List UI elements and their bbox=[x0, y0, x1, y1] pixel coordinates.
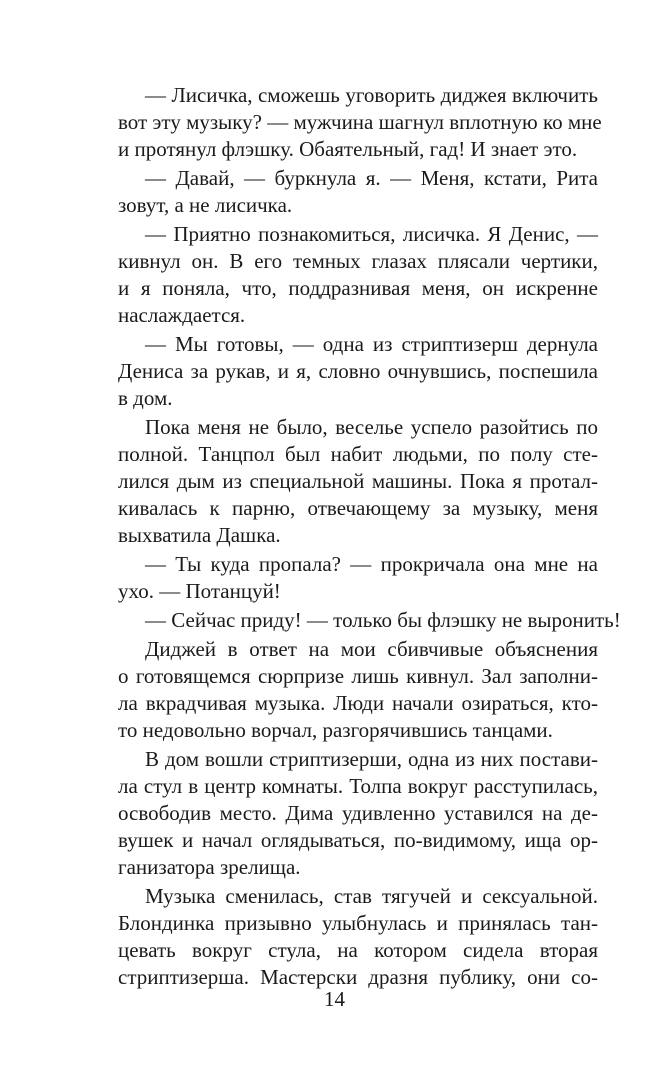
text-line: зовут, а не лисичка. bbox=[118, 193, 293, 217]
page-number: 14 bbox=[324, 987, 345, 1011]
text-line: — Давай, — буркнула я. — Меня, кстати, Рита bbox=[145, 166, 598, 190]
text-line: — Лисичка, сможешь уговорить диджея включить bbox=[145, 83, 598, 107]
text-line: в дом. bbox=[118, 386, 173, 410]
text-line: ганизатора зрелища. bbox=[118, 855, 301, 879]
text-line: Диджей в ответ на мои сбивчивые объяснения bbox=[145, 637, 598, 661]
text-line: — Ты куда пропала? — прокричала она мне на bbox=[145, 552, 598, 576]
text-line: ухо. — Потанцуй! bbox=[118, 579, 281, 603]
text-line: Пока меня не было, веселье успело разойтись по bbox=[145, 415, 598, 439]
text-line: Блондинка призывно улыбнулась и принялась тан- bbox=[118, 911, 598, 935]
text-line: ла стул в центр комнаты. Толпа вокруг расступилась, bbox=[118, 774, 598, 798]
text-line: и протянул флэшку. Обаятельный, гад! И знает это. bbox=[118, 137, 578, 161]
text-line: о готовящемся сюрпризе лишь кивнул. Зал заполни- bbox=[118, 664, 598, 688]
text-line: выхватила Дашка. bbox=[118, 523, 281, 547]
text-line: Дениса за рукав, и я, словно очнувшись, поспешила bbox=[118, 359, 598, 383]
text-line: кивнул он. В его темных глазах плясали чертики, bbox=[118, 249, 598, 273]
text-line: В дом вошли стриптизерши, одна из них постави- bbox=[145, 747, 598, 771]
text-line: стриптизерша. Мастерски дразня публику, они со- bbox=[118, 965, 598, 989]
text-line: — Мы готовы, — одна из стриптизерш дернула bbox=[145, 332, 598, 356]
text-line: кивалась к парню, отвечающему за музыку, меня bbox=[118, 496, 598, 520]
text-line: наслаждается. bbox=[118, 303, 246, 327]
text-line: — Приятно познакомиться, лисичка. Я Денис, — bbox=[145, 222, 598, 246]
text-line: и я поняла, что, поддразнивая меня, он искренне bbox=[118, 276, 598, 300]
text-line: цевать вокруг стула, на котором сидела вторая bbox=[118, 938, 598, 962]
text-line: — Сейчас приду! — только бы флэшку не выронить! bbox=[145, 608, 621, 632]
text-line: Музыка сменилась, став тягучей и сексуальной. bbox=[145, 884, 598, 908]
text-line: освободив место. Дима удивленно уставился на де- bbox=[118, 801, 598, 825]
text-line: ла вкрадчивая музыка. Люди начали озираться, кто- bbox=[118, 691, 598, 715]
text-line: полной. Танцпол был набит людьми, по полу сте- bbox=[118, 442, 598, 466]
text-line: вушек и начал оглядываться, по-видимому, ища ор- bbox=[118, 828, 598, 852]
text-line: то недовольно ворчал, разгорячившись танцами. bbox=[118, 718, 553, 742]
text-line: лился дым из специальной машины. Пока я протал- bbox=[118, 469, 598, 493]
text-line: вот эту музыку? — мужчина шагнул вплотную ко мне bbox=[118, 110, 602, 134]
